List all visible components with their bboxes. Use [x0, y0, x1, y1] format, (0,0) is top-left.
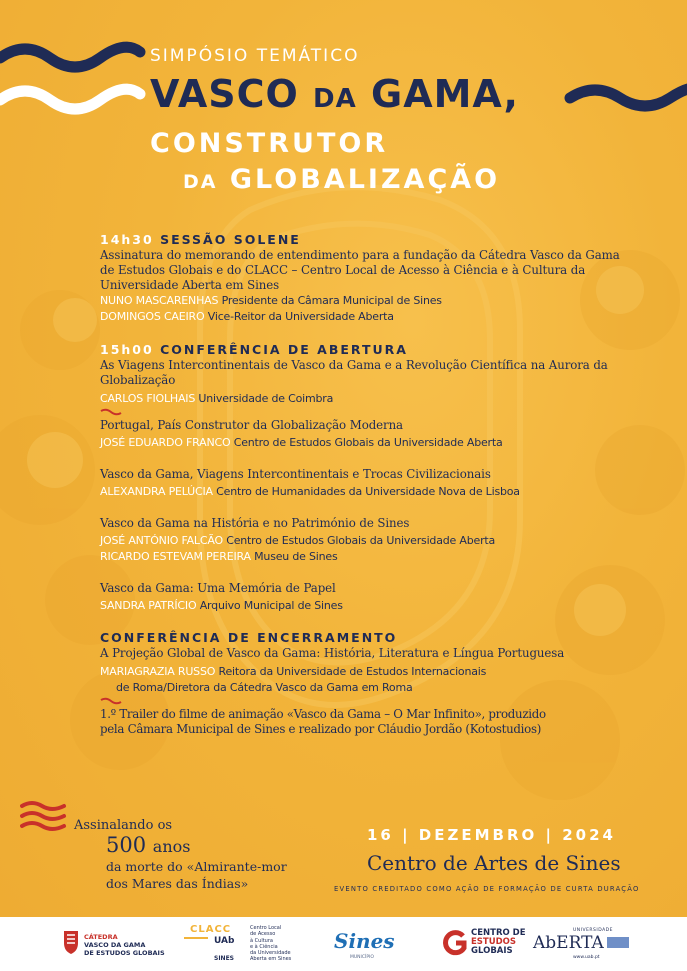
- title-gama: GAMA,: [371, 72, 519, 116]
- title-line-3: [183, 164, 500, 195]
- logo-clacc-bar: [184, 937, 208, 939]
- logo-catedra-line: DE ESTUDOS GLOBAIS: [84, 949, 165, 957]
- speaker-name: ALEXANDRA PELÚCIA: [100, 485, 213, 498]
- talk-title: Assinatura do memorando de entendimento para a fundação da Cátedra Vasco da Gama de Estudos Globais e do CLACC – Centro Local de Acesso à Ciência e à Cultura da Universidade Aberta em Sines: [100, 248, 620, 292]
- logo-clacc-desc: da Universidade: [250, 950, 291, 957]
- speaker-line: [100, 293, 620, 309]
- film-trailer-line-1: 1.º Trailer do filme de animação «Vasco da Gama – O Mar Infinito», produzido: [100, 707, 546, 721]
- speaker-line: [100, 549, 620, 565]
- talk-title: Vasco da Gama: Uma Memória de Papel: [100, 581, 336, 595]
- speaker-role: Centro de Humanidades da Universidade Nova de Lisboa: [216, 485, 520, 498]
- logo-clacc-desc: e à Ciência: [250, 943, 278, 950]
- speaker-line: [100, 391, 620, 407]
- title-globalizacao: GLOBALIZAÇÃO: [229, 164, 501, 195]
- speaker-role: Centro de Estudos Globais da Universidade Aberta: [226, 534, 496, 547]
- logo-ceg-line: GLOBAIS: [471, 946, 513, 956]
- speaker-line: [100, 664, 620, 680]
- section-conferencia-abertura: [100, 342, 620, 358]
- logo-sines-sub: MUNICÍPIO: [350, 955, 374, 960]
- logo-clacc-desc: de Acesso: [250, 931, 276, 938]
- logo-catedra: [62, 917, 172, 971]
- speaker-role-continued: de Roma/Diretora da Cátedra Vasco da Gama em Roma: [116, 681, 413, 694]
- speaker-name: SANDRA PATRÍCIO: [100, 599, 197, 612]
- title-line-1: [150, 72, 519, 116]
- logo-clacc: [180, 917, 300, 971]
- partner-logos-strip: [0, 917, 687, 971]
- section-label: CONFERÊNCIA DE ABERTURA: [160, 342, 408, 357]
- program: [100, 232, 620, 737]
- speaker-role: Reitora da Universidade de Estudos Internacionais: [218, 665, 487, 678]
- anniversary-text-line-1: da morte do «Almirante-mor: [106, 859, 287, 874]
- section-time: 15h00: [100, 342, 154, 357]
- red-squiggle-divider: [100, 697, 122, 705]
- logo-clacc-desc: Aberta em Sines: [250, 956, 292, 963]
- section-sessao-solene: [100, 232, 620, 248]
- section-label: SESSÃO SOLENE: [160, 232, 301, 247]
- title-line-2: CONSTRUTOR: [150, 128, 389, 159]
- logo-centro-estudos-globais: [443, 917, 533, 971]
- speaker-name: CARLOS FIOLHAIS: [100, 392, 196, 405]
- anniversary-years-number: 500: [106, 833, 147, 857]
- speaker-line: [100, 435, 620, 451]
- title-vasco: VASCO: [150, 72, 299, 116]
- logo-catedra-line: CÁTEDRA: [84, 933, 118, 941]
- red-waves-icon: [20, 800, 68, 834]
- speaker-line: [100, 484, 620, 500]
- logo-catedra-line: VASCO DA GAMA: [84, 941, 146, 949]
- talk-title: A Projeção Global de Vasco da Gama: História, Literatura e Língua Portuguesa: [100, 646, 565, 660]
- anniversary-number: [106, 833, 190, 857]
- logo-sines-text: Sines: [334, 929, 395, 953]
- crest-icon: [62, 929, 80, 955]
- logo-clacc-desc: Centro Local: [250, 925, 282, 931]
- speaker-role: Centro de Estudos Globais da Universidade Aberta: [233, 436, 503, 449]
- speaker-role: Universidade de Coimbra: [198, 392, 334, 405]
- talk-title: Portugal, País Construtor da Globalização Moderna: [100, 418, 403, 432]
- speaker-name: JOSÉ EDUARDO FRANCO: [100, 436, 231, 449]
- speaker-role: Arquivo Municipal de Sines: [199, 599, 343, 612]
- logo-clacc-uab: UAb: [214, 936, 235, 946]
- talk-title: Vasco da Gama na História e no Património de Sines: [100, 516, 410, 530]
- speaker-role: Museu de Sines: [254, 550, 338, 563]
- speaker-name: DOMINGOS CAEIRO: [100, 310, 205, 323]
- talk-title: As Viagens Intercontinentais de Vasco da Gama e a Revolução Científica na Aurora da Globalização: [100, 358, 608, 387]
- ceg-g-icon: [443, 930, 467, 956]
- logo-clacc-desc: à Cultura: [250, 937, 273, 944]
- event-date: 16 | DEZEMBRO | 2024: [367, 826, 616, 844]
- assinalando-text: Assinalando os: [74, 818, 173, 833]
- anniversary-text-line-2: dos Mares das Índias»: [106, 876, 249, 891]
- event-credit-note: EVENTO CREDITADO COMO AÇÃO DE FORMAÇÃO DE CURTA DURAÇÃO: [334, 885, 640, 893]
- section-conferencia-encerramento: CONFERÊNCIA DE ENCERRAMENTO: [100, 630, 398, 645]
- speaker-name: RICARDO ESTEVAM PEREIRA: [100, 550, 251, 563]
- event-subtitle: SIMPÓSIO TEMÁTICO: [150, 46, 360, 66]
- film-trailer-line-2: pela Câmara Municipal de Sines e realizado por Cláudio Jordão (Kotostudios): [100, 722, 542, 736]
- logo-aberta-text: AbERTA: [533, 933, 604, 953]
- speaker-name: MARIAGRAZIA RUSSO: [100, 665, 216, 678]
- title-da: DA: [313, 84, 357, 114]
- logo-municipio-sines: [332, 917, 402, 971]
- logo-aberta-url: www.uab.pt: [573, 955, 600, 960]
- logo-clacc-title: CLACC: [190, 924, 232, 935]
- event-venue: Centro de Artes de Sines: [367, 851, 621, 875]
- logo-aberta-top: UNIVERSIDADE: [573, 928, 613, 933]
- speaker-role: Vice-Reitor da Universidade Aberta: [207, 310, 394, 323]
- talk-title: Vasco da Gama, Viagens Intercontinentais e Trocas Civilizacionais: [100, 467, 491, 481]
- speaker-role: Presidente da Câmara Municipal de Sines: [221, 294, 442, 307]
- logo-universidade-aberta: [533, 917, 643, 971]
- speaker-line: [100, 309, 620, 325]
- logo-ceg-line: ESTUDOS: [471, 937, 517, 947]
- speaker-name: NUNO MASCARENHAS: [100, 294, 219, 307]
- logo-ceg-line: CENTRO DE: [471, 928, 526, 938]
- title-line-3-da: DA: [183, 171, 218, 193]
- logo-clacc-sines: SINES: [214, 955, 234, 962]
- anniversary-years-word: anos: [152, 837, 191, 856]
- logo-aberta-blue-block: [607, 937, 629, 948]
- red-squiggle-divider: [100, 408, 122, 416]
- speaker-name: JOSÉ ANTÓNIO FALCÃO: [100, 534, 223, 547]
- speaker-line: [100, 598, 620, 614]
- section-time: 14h30: [100, 232, 154, 247]
- speaker-line: [100, 533, 620, 549]
